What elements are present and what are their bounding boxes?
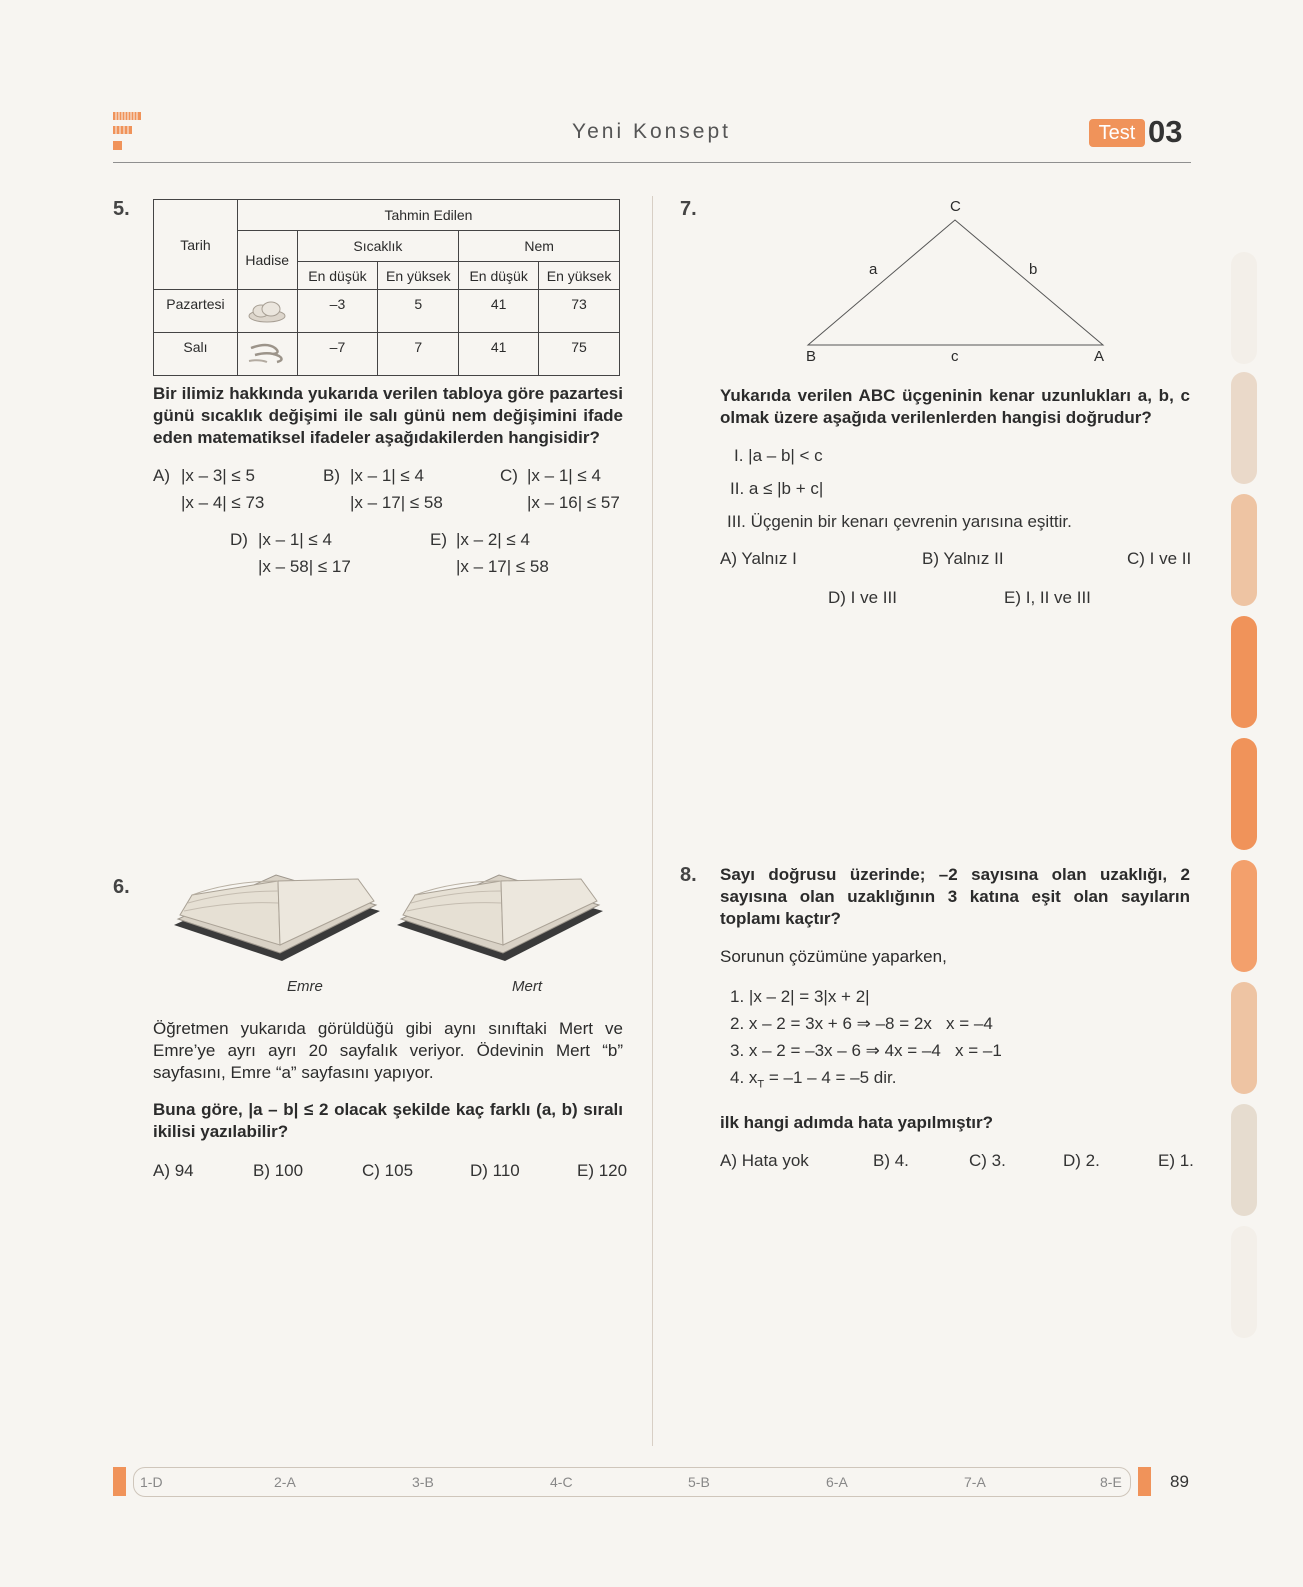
- cell-nem-min: 41: [459, 333, 539, 376]
- header-tarih: Tarih: [154, 200, 238, 290]
- page-header-title: Yeni Konsept: [572, 120, 731, 143]
- q8-option-c[interactable]: C) 3.: [969, 1151, 1006, 1170]
- q8-question: Sayı doğrusu üzerinde; –2 sayısına olan uzaklığı, 2 sayısına olan uzaklığının 3 katına eşit olan sayıların toplamı kaçtır?: [720, 865, 1190, 928]
- q7-statement-2: II. a ≤ |b + c|: [730, 479, 824, 498]
- footer-accent: [113, 1467, 126, 1496]
- side-b-label: b: [1029, 261, 1038, 278]
- table-row: [154, 290, 620, 333]
- q8-step-1: 1. |x – 2| = 3|x + 2|: [730, 987, 870, 1006]
- cell-nem-min: 41: [459, 290, 539, 333]
- q5-option-a-label[interactable]: A): [153, 466, 170, 485]
- q7-statement-3: III. Üçgenin bir kenarı çevrenin yarısına eşittir.: [727, 512, 1072, 531]
- vertex-a-label: A: [1094, 348, 1105, 365]
- cell-tarih: Pazartesi: [154, 290, 238, 333]
- header-en-yuksek: En yüksek: [539, 262, 620, 290]
- answer-key-item: 2-A: [274, 1474, 296, 1490]
- header-en-dusuk: En düşük: [297, 262, 378, 290]
- page-number: 89: [1170, 1472, 1189, 1491]
- header-en-dusuk: En düşük: [459, 262, 539, 290]
- q6-option-d[interactable]: D) 110: [470, 1161, 520, 1180]
- q5-option-e-line1: |x – 2| ≤ 4: [456, 530, 530, 549]
- cell-sicaklik-max: 5: [378, 290, 459, 333]
- cell-sicaklik-max: 7: [378, 333, 459, 376]
- side-a-label: a: [869, 261, 878, 278]
- test-badge: Test: [1089, 119, 1145, 147]
- side-tab: [1231, 494, 1257, 606]
- q5-weather-table: [153, 199, 620, 376]
- q5-option-d-line2: |x – 58| ≤ 17: [258, 557, 351, 576]
- answer-key-item: 6-A: [826, 1474, 848, 1490]
- answer-key-item: 3-B: [412, 1474, 434, 1490]
- q5-option-d-line1: |x – 1| ≤ 4: [258, 530, 332, 549]
- side-tab: [1231, 1104, 1257, 1216]
- q5-option-c-line1: |x – 1| ≤ 4: [527, 466, 601, 485]
- open-book-icon: [393, 873, 608, 985]
- test-number: 03: [1148, 114, 1183, 149]
- side-tab: [1231, 1226, 1257, 1338]
- q6-option-b[interactable]: B) 100: [253, 1161, 304, 1180]
- q5-number: 5.: [113, 198, 130, 220]
- cell-nem-max: 75: [539, 333, 620, 376]
- side-tab: [1231, 372, 1257, 484]
- q5-option-b-line2: |x – 17| ≤ 58: [350, 493, 443, 512]
- q7-option-e[interactable]: E) I, II ve III: [1004, 588, 1091, 607]
- side-tab: [1231, 860, 1257, 972]
- q6-text: Öğretmen yukarıda görüldüğü gibi aynı sınıftaki Mert ve Emre’ye ayrı ayrı 20 sayfalık veriyor. Ödevinin Mert “b” sayfasını, Emre “a” sayfasını yapıyor.: [153, 1019, 623, 1082]
- vertex-b-label: B: [806, 348, 817, 365]
- answer-key-item: 8-E: [1100, 1474, 1122, 1490]
- q8-step-3: 3. x – 2 = –3x – 6 ⇒ 4x = –4 x = –1: [730, 1041, 1002, 1060]
- q7-question: Yukarıda verilen ABC üçgeninin kenar uzunlukları a, b, c olmak üzere aşağıda verilenlerden hangisi doğrudur?: [720, 386, 1190, 427]
- table-row: [154, 333, 620, 376]
- q5-option-e-label[interactable]: E): [430, 530, 447, 549]
- cell-sicaklik-min: –7: [297, 333, 378, 376]
- q6-option-e[interactable]: E) 120: [577, 1161, 628, 1180]
- side-tab: [1231, 982, 1257, 1094]
- answer-key-item: 4-C: [550, 1474, 573, 1490]
- q5-option-b-line1: |x – 1| ≤ 4: [350, 466, 424, 485]
- answer-key-item: 5-B: [688, 1474, 710, 1490]
- q7-option-d[interactable]: D) I ve III: [828, 588, 897, 607]
- q5-question: Bir ilimiz hakkında yukarıda verilen tabloya göre pazartesi günü sıcaklık değişimi ile salı günü nem değişimini ifade eden matematiksel ifadeler aşağıdakilerden hangisidir?: [153, 384, 623, 447]
- cloud-icon: [245, 296, 289, 324]
- header-sicaklik: Sıcaklık: [297, 231, 459, 262]
- header-tahmin-edilen: Tahmin Edilen: [237, 200, 619, 231]
- footer-accent: [1138, 1467, 1151, 1496]
- q8-ask: ilk hangi adımda hata yapılmıştır?: [720, 1113, 994, 1132]
- answer-key-item: 7-A: [964, 1474, 986, 1490]
- q6-option-a[interactable]: A) 94: [153, 1161, 194, 1180]
- q5-option-a-line1: |x – 3| ≤ 5: [181, 466, 255, 485]
- q7-option-a[interactable]: A) Yalnız I: [720, 549, 797, 568]
- q5-option-d-label[interactable]: D): [230, 530, 248, 549]
- q7-option-c[interactable]: C) I ve II: [1127, 549, 1192, 568]
- vertex-c-label: C: [950, 198, 961, 215]
- cell-nem-max: 73: [539, 290, 620, 333]
- q5-option-b-label[interactable]: B): [323, 466, 340, 485]
- q8-number: 8.: [680, 864, 697, 886]
- column-divider: [652, 196, 653, 1446]
- q7-option-b[interactable]: B) Yalnız II: [922, 549, 1004, 568]
- wind-icon: [245, 339, 289, 367]
- side-c-label: c: [951, 348, 959, 365]
- q5-option-e-line2: |x – 17| ≤ 58: [456, 557, 549, 576]
- q5-option-a-line2: |x – 4| ≤ 73: [181, 493, 265, 512]
- answer-key-item: 1-D: [140, 1474, 163, 1490]
- q7-statement-1: I. |a – b| < c: [734, 446, 823, 465]
- side-tab: [1231, 616, 1257, 728]
- book-label-emre: Emre: [287, 978, 323, 995]
- q5-option-c-label[interactable]: C): [500, 466, 518, 485]
- q8-step-4: 4. $x_T = -1 - 4 = -5$ dir.: [730, 1068, 897, 1091]
- triangle-diagram: [800, 215, 1110, 350]
- book-label-mert: Mert: [512, 978, 542, 995]
- side-tab: [1231, 738, 1257, 850]
- q6-number: 6.: [113, 876, 130, 898]
- q8-option-d[interactable]: D) 2.: [1063, 1151, 1100, 1170]
- header-en-yuksek: En yüksek: [378, 262, 459, 290]
- header-divider: [113, 162, 1191, 163]
- side-tab: [1231, 252, 1257, 364]
- q7-number: 7.: [680, 198, 697, 220]
- q8-intro: Sorunun çözümüne yaparken,: [720, 947, 947, 966]
- q6-option-c[interactable]: C) 105: [362, 1161, 414, 1180]
- q5-option-c-line2: |x – 16| ≤ 57: [527, 493, 620, 512]
- header-nem: Nem: [459, 231, 620, 262]
- q8-option-e[interactable]: E) 1.: [1158, 1151, 1194, 1170]
- cell-tarih: Salı: [154, 333, 238, 376]
- q8-option-b[interactable]: B) 4.: [873, 1151, 909, 1170]
- cell-sicaklik-min: –3: [297, 290, 378, 333]
- q8-option-a[interactable]: A) Hata yok: [720, 1151, 809, 1170]
- header-hadise: Hadise: [237, 231, 297, 290]
- q8-step-2: 2. x – 2 = 3x + 6 ⇒ –8 = 2x x = –4: [730, 1014, 993, 1033]
- open-book-icon: [170, 873, 385, 985]
- q6-question: Buna göre, |a – b| ≤ 2 olacak şekilde kaç farklı (a, b) sıralı ikilisi yazılabilir?: [153, 1100, 623, 1141]
